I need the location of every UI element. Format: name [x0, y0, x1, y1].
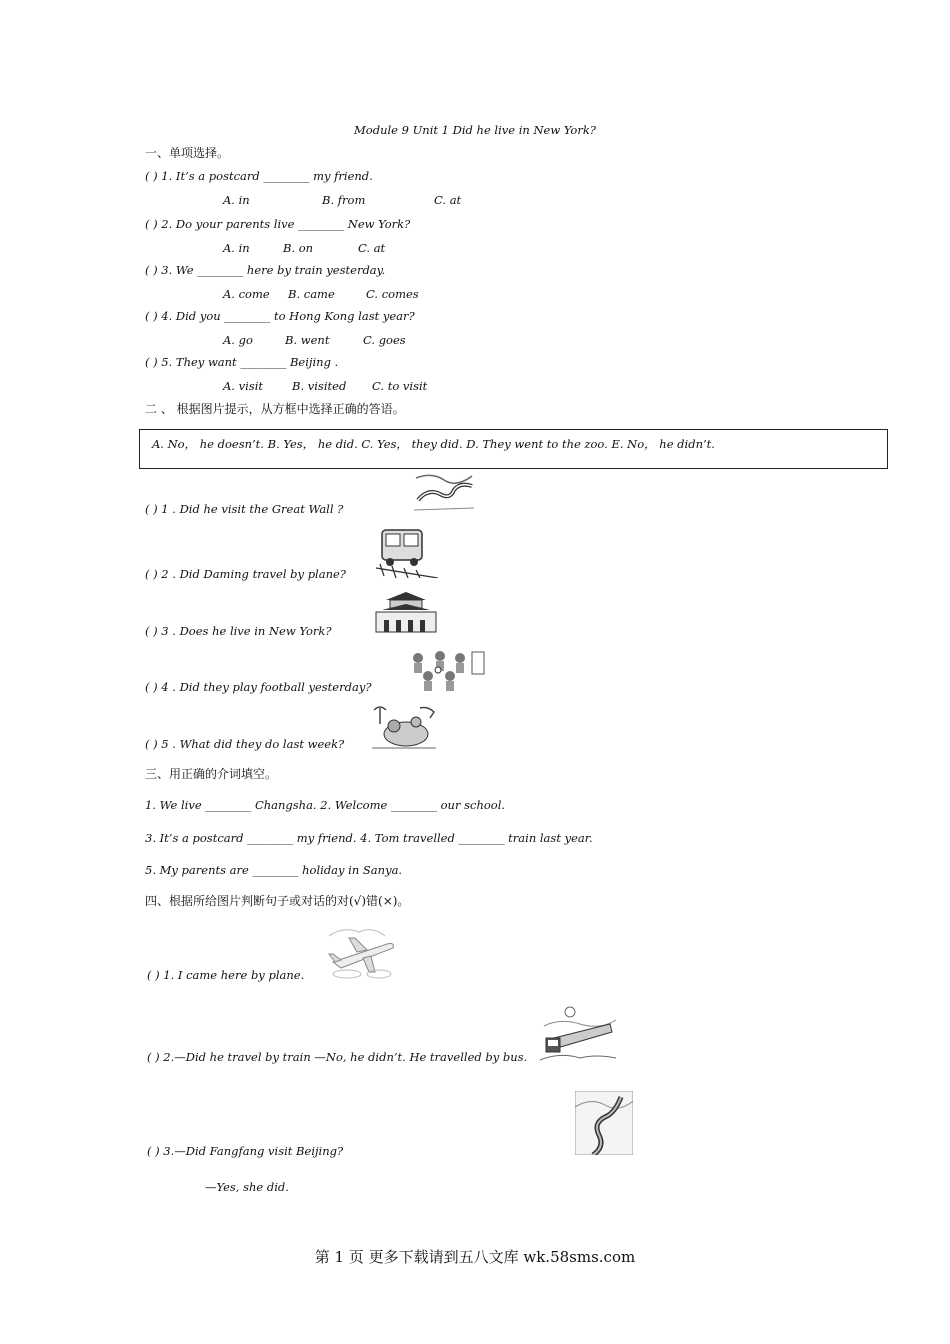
- s1-q1-option-c: C. at: [434, 193, 462, 207]
- train-picture: [376, 526, 438, 578]
- section-1-heading: 一、单项选择。: [145, 146, 230, 160]
- s1-q2-option-c: C. at: [358, 241, 386, 255]
- s1-q3-stem: ( ) 3. We ________ here by train yesterday.: [145, 263, 386, 277]
- answer-box: [139, 429, 888, 469]
- s1-q2-option-a: A. in: [223, 241, 250, 255]
- s1-q2-option-b: B. on: [283, 241, 314, 255]
- s1-q4-option-a: A. go: [223, 333, 253, 347]
- s2-q4: ( ) 4 . Did they play football yesterday?: [145, 680, 372, 694]
- s4-q3-answer: —Yes, she did.: [205, 1180, 289, 1194]
- section-3-heading: 三、用正确的介词填空。: [145, 767, 278, 781]
- s3-line-3: 5. My parents are ________ holiday in Sanya.: [145, 863, 403, 877]
- s1-q5-option-a: A. visit: [223, 379, 263, 393]
- great-wall-bw-picture: [575, 1091, 633, 1155]
- great-wall-picture: [414, 470, 474, 514]
- s4-q2: ( ) 2.—Did he travel by train —No, he didn’t. He travelled by bus.: [147, 1050, 528, 1064]
- section-2-heading: 二 、 根据图片提示，从方框中选择正确的答语。: [145, 402, 405, 416]
- s1-q1-option-b: B. from: [322, 193, 366, 207]
- s3-line-2: 3. It’s a postcard ________ my friend. 4. Tom travelled ________ train last year.: [145, 831, 593, 845]
- football-players-picture: [406, 648, 486, 692]
- s1-q1-stem: ( ) 1. It’s a postcard ________ my friend.: [145, 169, 373, 183]
- s4-q1: ( ) 1. I came here by plane.: [147, 968, 305, 982]
- s2-q2: ( ) 2 . Did Daming travel by plane?: [145, 567, 346, 581]
- s1-q3-option-a: A. come: [223, 287, 270, 301]
- s3-line-1: 1. We live ________ Changsha. 2. Welcome ________ our school.: [145, 798, 506, 812]
- s1-q4-option-b: B. went: [285, 333, 330, 347]
- s1-q3-option-b: B. came: [288, 287, 335, 301]
- s2-q5: ( ) 5 . What did they do last week?: [145, 737, 345, 751]
- answer-box-text: A. No， he doesn’t. B. Yes， he did. C. Yes， they did. D. They went to the zoo. E. No， he didn’t.: [152, 437, 715, 451]
- s2-q3: ( ) 3 . Does he live in New York?: [145, 624, 332, 638]
- s1-q3-option-c: C. comes: [366, 287, 419, 301]
- s1-q5-stem: ( ) 5. They want ________ Beijing .: [145, 355, 339, 369]
- airplane-picture: [323, 922, 399, 980]
- s1-q5-option-b: B. visited: [292, 379, 347, 393]
- s1-q2-stem: ( ) 2. Do your parents live ________ New York?: [145, 217, 411, 231]
- s2-q1: ( ) 1 . Did he visit the Great Wall ?: [145, 502, 344, 516]
- s1-q4-stem: ( ) 4. Did you ________ to Hong Kong last year?: [145, 309, 415, 323]
- train-landscape-picture: [540, 1004, 616, 1062]
- page-title: Module 9 Unit 1 Did he live in New York?: [354, 123, 596, 137]
- section-4-heading: 四、根据所给图片判断句子或对话的对(√)错(×)。: [145, 894, 410, 908]
- s1-q4-option-c: C. goes: [363, 333, 406, 347]
- s4-q3: ( ) 3.—Did Fangfang visit Beijing?: [147, 1144, 344, 1158]
- s1-q1-option-a: A. in: [223, 193, 250, 207]
- tiananmen-picture: [372, 590, 440, 636]
- page-footer: 第 1 页 更多下载请到五八文库 wk.58sms.com: [314, 1248, 636, 1266]
- zoo-picture: [370, 704, 438, 750]
- s1-q5-option-c: C. to visit: [372, 379, 428, 393]
